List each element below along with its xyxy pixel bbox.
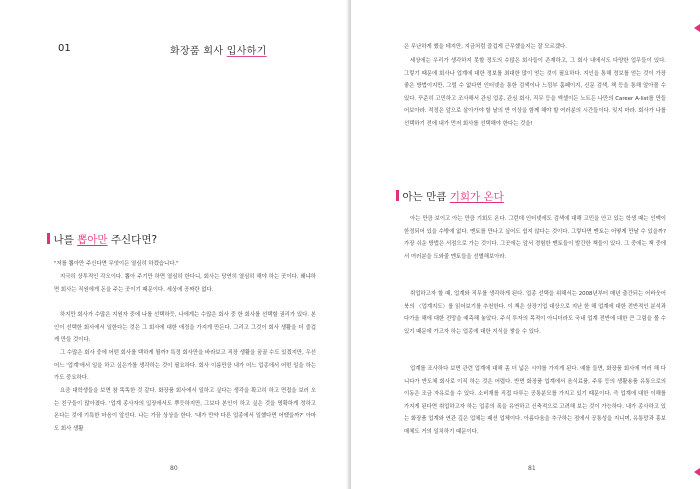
body-paragraph: 요즘 대학생들을 보면 참 똑똑한 것 같다. 화장품 회사에서 일하고 싶다는 생각을 확고히 하고 면접을 보러 오는 친구들이 많아졌다. '업계 종사자의 입장에서도 뿌듯하지만, 그보다 본인이 하고 싶은 것을 명확하게 정하고 온다는 것에 기특한 마음이 앞선다. 나는 가끔 상상을 한다. '내가 만약 다른 업종에서 일했다면 어땠을까?' 아마도 회사 생활 [54,388,316,432]
section-heading-right [396,189,504,204]
heading-text-after: 주신다면? [107,234,158,246]
chapter-number: 01 [58,43,71,54]
right-page [351,0,700,489]
heading-highlight: 기회가 온다 [449,191,504,203]
page-number: 81 [528,465,536,472]
body-paragraph: 지극히 상투적인 각오이다. 뽑아 주기만 하면 열심히 한다니, 회사는 당연히 열심히 해야 하는 곳이다. 왜냐하면 회사는 직원에게 돈을 주는 곳이기 때문이다. 세상에 공짜란 없다. [54,274,316,293]
body-paragraph: "저를 뽑아만 주신다면 무엇이든 열심히 하겠습니다." [54,261,179,267]
body-paragraph: 취업하고자 할 때, 업계와 직무를 생각하게 된다. 업종 선택을 위해서는 2008년부터 매년 출간되는 어바웃어북의 〈업계지도〉를 읽어보기를 추천한다. 이 책은 상장기업 대상으로 지난 한 해 업계에 대한 전반적인 분석과 다가올 해에 대한 전망을 예측해 놓았다. 주식 투자의 목적이 아니더라도 국내 업계 전반에 대한 큰 그림을 볼 수 있기 때문에 가고자 하는 업종에 대한 지식을 쌓을 수 있다. [404,291,666,335]
chapter-title [170,42,267,57]
body-paragraph: 하지만 회사가 수많은 지원자 중에 나를 선택하듯, 나에게는 수많은 회사 중 한 회사를 선택할 권리가 있다. 본인이 선택한 회사에서 일한다는 것은 그 회사에 대한 애정을 가지게 만든다. 그리고 그것이 회사 생활을 더 즐겁게 만들 것이다. [54,312,316,343]
heading-bar-icon [47,233,50,244]
body-paragraph: 업계를 조사하다 보면 관련 업계에 대해 좀 더 넓은 시야를 가지게 된다. 예를 들면, 화장품 회사에 여러 해 다니다가 반도체 회사로 이직 하는 것은 어렵다. 반면 화장품 업계에서 음식료품, 주류 등의 생활용품 유통으로의 이동은 조금 자유로울 수 있다. 소비재를 직접 다루는 공통분모를 가지고 있기 때문이다. 즉 업계에 대한 이해를 가지게 된다면 취업하고자 하는 업종의 폭을 유연하고 신축적으로 고려해 보는 것이 가능하다. 내가 종사하고 있는 화장품 업계와 연관 깊은 업체는 패션 업체이다. 아름다움을 추구하는 점에서 공통성을 지니며, 유통망과 홍보 매체도 거의 일치하기 때문이다. [404,366,666,435]
heading-text: 나를 [53,234,78,246]
margin-mark-icon [694,468,700,476]
section-heading-left [47,232,157,247]
page-number: 80 [170,465,178,472]
body-paragraph: 은 무난하게 했을 테지만, 지금처럼 즐겁게 근무했을지는 잘 모르겠다. [404,44,567,50]
body-paragraph: 아는 만큼 보이고 아는 만큼 기회도 온다. 그런데 인터넷에도 검색에 대해 고민을 안고 있는 학생 때는 인맥이 한정되어 있을 수밖에 없다. 멘토를 만나고 싶어도 쉽지 않다는 것이다. 그렇다면 멘토는 어떻게 만날 수 있을까? 가장 쉬운 방법은 서점으로 가는 것이다. 그곳에는 앞서 경험한 멘토들이 발간한 책들이 있다. 그 중에는 책 중에서 여러분을 도와줄 멘토들을 선별해보아라. [404,216,666,260]
heading-highlight: 뽑아만 [77,234,108,246]
margin-mark-icon [694,24,700,32]
chapter-title-underlined: 입사하기 [226,46,267,57]
heading-bar-icon [396,190,399,201]
body-paragraph: 세상에는 우리가 생각하지 못할 정도의 수많은 회사들이 존재하고, 그 회사 내에서도 다양한 업무들이 있다. 그렇기 때문에 회사나 업계에 대한 정보를 최대한 많이 얻는 것이 필요하다. 지인을 통해 정보를 얻는 것이 가장 좋은 방법이지만, 그럴 수 없다면 인터넷을 통한 검색이나 느낌부 홈페이지, 신문 검색, 책 등을 통해 알아볼 수 있다. 꾸준히 고민하고 조사해서 관심 업종, 관심 회사, 직무 등을 엑셀이든 노트든 나만의 Career A-list를 만들어보아라. 적정은 앞으로 살아가야 할 날의 반 이상을 함께 해야 할 여러분의 시간들이다. 잊지 마라. 회사가 나를 선택하기 전에 내가 먼저 회사를 선택해야 한다는 것을! [404,58,666,127]
chapter-title-text: 화장품 회사 [170,46,227,57]
body-paragraph: 그 수많은 회사 중에 어떤 회사를 택하게 될까? 특정 회사만을 바라보고 직장 생활을 꿈꿀 수도 있겠지만, 우선 어느 '업계'에서 일을 하고 싶은가를 생각하는 것이 필요하다. 회사 이름만큼 내가 어느 업종에서 어떤 일을 하는가도 중요하다. [54,350,316,381]
left-page [0,0,349,489]
heading-text: 아는 만큼 [402,191,450,203]
